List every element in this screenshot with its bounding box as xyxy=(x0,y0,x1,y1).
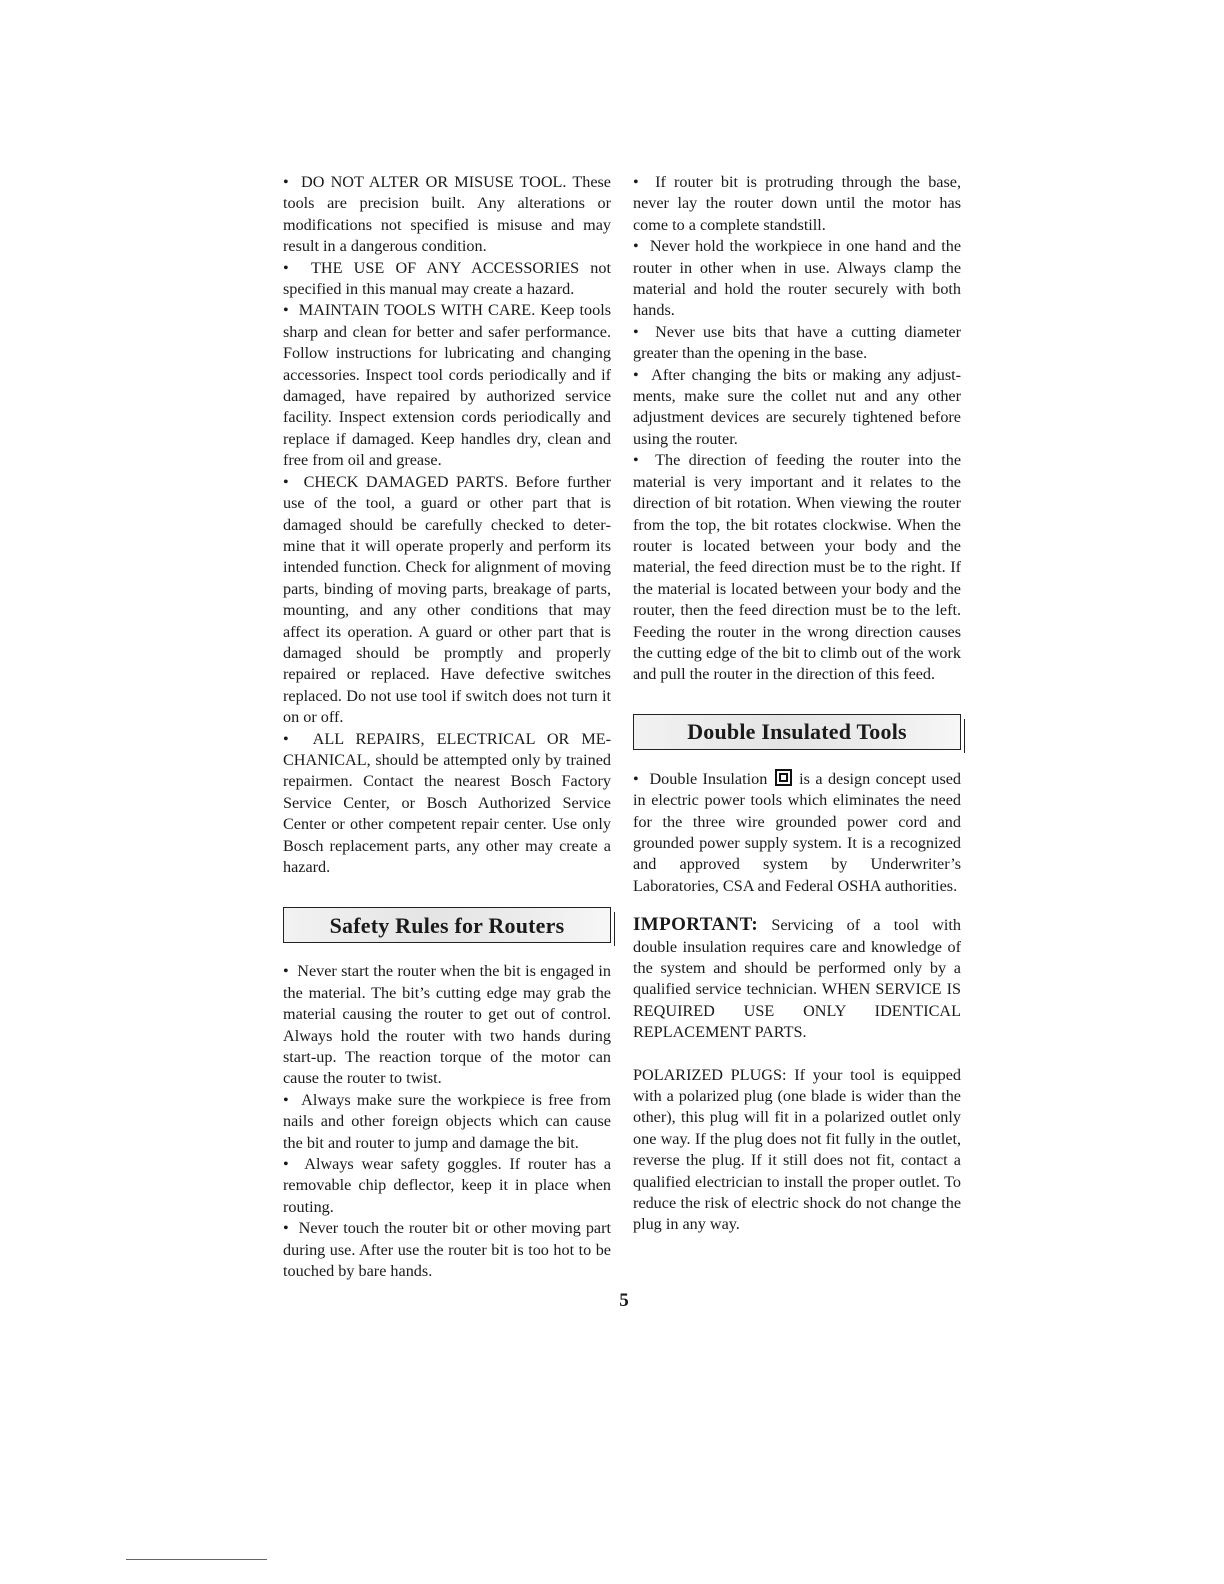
right-column xyxy=(633,172,961,1236)
double-insulation-icon xyxy=(775,769,792,786)
important-label: IMPORTANT: xyxy=(633,914,759,936)
router-rule-bit-diameter: • Never use bits that have a cutting diameter greater than the opening in the base. xyxy=(633,322,961,365)
double-insulation-paragraph xyxy=(633,769,961,897)
safety-rules-heading-text: Safety Rules for Routers xyxy=(329,912,565,938)
safety-rules-heading xyxy=(283,907,611,943)
router-rule-hold-workpiece: • Never hold the workpiece in one hand and the router in other when in use. Always clamp the material and hold the router securely with both hands. xyxy=(633,236,961,322)
router-rule-goggles: • Always wear safety goggles. If router has a removable chip deflector, keep it in place when routing. xyxy=(283,1154,611,1218)
router-rule-protruding-bit: • If router bit is protruding through the base, never lay the router down until the motor has come to a complete standstill. xyxy=(633,172,961,236)
router-rule-after-changing: • After changing the bits or making any adjustments, make sure the collet nut and any other adjustment devices are securely tightened before using the router. xyxy=(633,365,961,451)
router-rule-feed-direction: • The direction of feeding the router into the material is very important and it relates to the direction of bit rotation. When viewing the router from the top, the bit rotates clockwise. When the router is located between your body and the material, the feed direction must be to the right. If the material is located between your body and the router, then the feed direction must be to the left. Feeding the router in the wrong direction causes the cutting edge of the bit to climb out of the work and pull the router in the direction of this feed. xyxy=(633,450,961,685)
important-paragraph xyxy=(633,914,961,1043)
double-insulation-text: is a design concept used in electric power tools which eliminates the need for the three wire grounded power cord and grounded power supply system. It is a recognized and approved system by Underwriter’s Laboratories, CSA and Federal OSHA authorities. xyxy=(633,769,962,895)
rule-do-not-alter: • DO NOT ALTER OR MISUSE TOOL. These tools are precision built. Any alterations or modifications not specified is misuse and may result in a dangerous condition. xyxy=(283,172,611,258)
polarized-plugs-paragraph: POLARIZED PLUGS: If your tool is equipped with a polarized plug (one blade is wider than the other), this plug will fit in a polarized outlet only one way. If the plug does not fit fully in the outlet, reverse the plug. If it still does not fit, contact a qualified electrician to install the proper outlet. To reduce the risk of electric shock do not change the plug in any way. xyxy=(633,1065,961,1234)
footer-rule xyxy=(126,1559,267,1560)
important-text: Servicing of a tool with double insulation requires care and knowledge of the system and should be performed only by a qualified service technician. WHEN SERVICE IS REQUIRED USE ONLY IDENTICAL REPLACEMENT PARTS. xyxy=(633,916,962,1042)
rule-check-damaged-parts: • CHECK DAMAGED PARTS. Before further use of the tool, a guard or other part that is damaged should be carefully checked to determine that it will operate properly and perform its intended function. Check for alignment of moving parts, binding of moving parts, breakage of parts, mounting, and any other conditions that may affect its operation. A guard or other part that is damaged should be promptly and properly repaired or replaced. Have defective switches replaced. Do not use tool if switch does not turn it on or off. xyxy=(283,472,611,729)
double-insulated-heading xyxy=(633,714,961,750)
left-column xyxy=(283,172,611,1283)
page-number: 5 xyxy=(619,1290,629,1311)
double-insulation-lead: Double Insulation xyxy=(649,769,768,788)
rule-accessories: • THE USE OF ANY ACCESSORIES not specified in this manual may create a hazard. xyxy=(283,258,611,301)
router-rule-never-touch: • Never touch the router bit or other moving part during use. After use the router bit is too hot to be touched by bare hands. xyxy=(283,1218,611,1282)
double-insulated-heading-text: Double Insulated Tools xyxy=(687,719,907,745)
router-rule-workpiece-free: • Always make sure the workpiece is free from nails and other foreign objects which can cause the bit and router to jump and damage the bit. xyxy=(283,1090,611,1154)
rule-all-repairs: • ALL REPAIRS, ELECTRICAL OR MECHANICAL, should be attempted only by trained repairmen. Contact the nearest Bosch Factory Service Center, or Bosch Authorized Service Center or other competent repair center. Use only Bosch replacement parts, any other may create a hazard. xyxy=(283,729,611,879)
rule-maintain-tools: • MAINTAIN TOOLS WITH CARE. Keep tools sharp and clean for better and safer performance. Follow instructions for lubricating and changing accessories. Inspect tool cords periodically and if damaged, have repaired by authorized service facility. Inspect extension cords periodically and replace if damaged. Keep handles dry, clean and free from oil and grease. xyxy=(283,300,611,471)
router-rule-never-start: • Never start the router when the bit is engaged in the material. The bit’s cutting edge may grab the material causing the router to get out of control. Always hold the router with two hands during start-up. The reaction torque of the motor can cause the router to twist. xyxy=(283,961,611,1089)
